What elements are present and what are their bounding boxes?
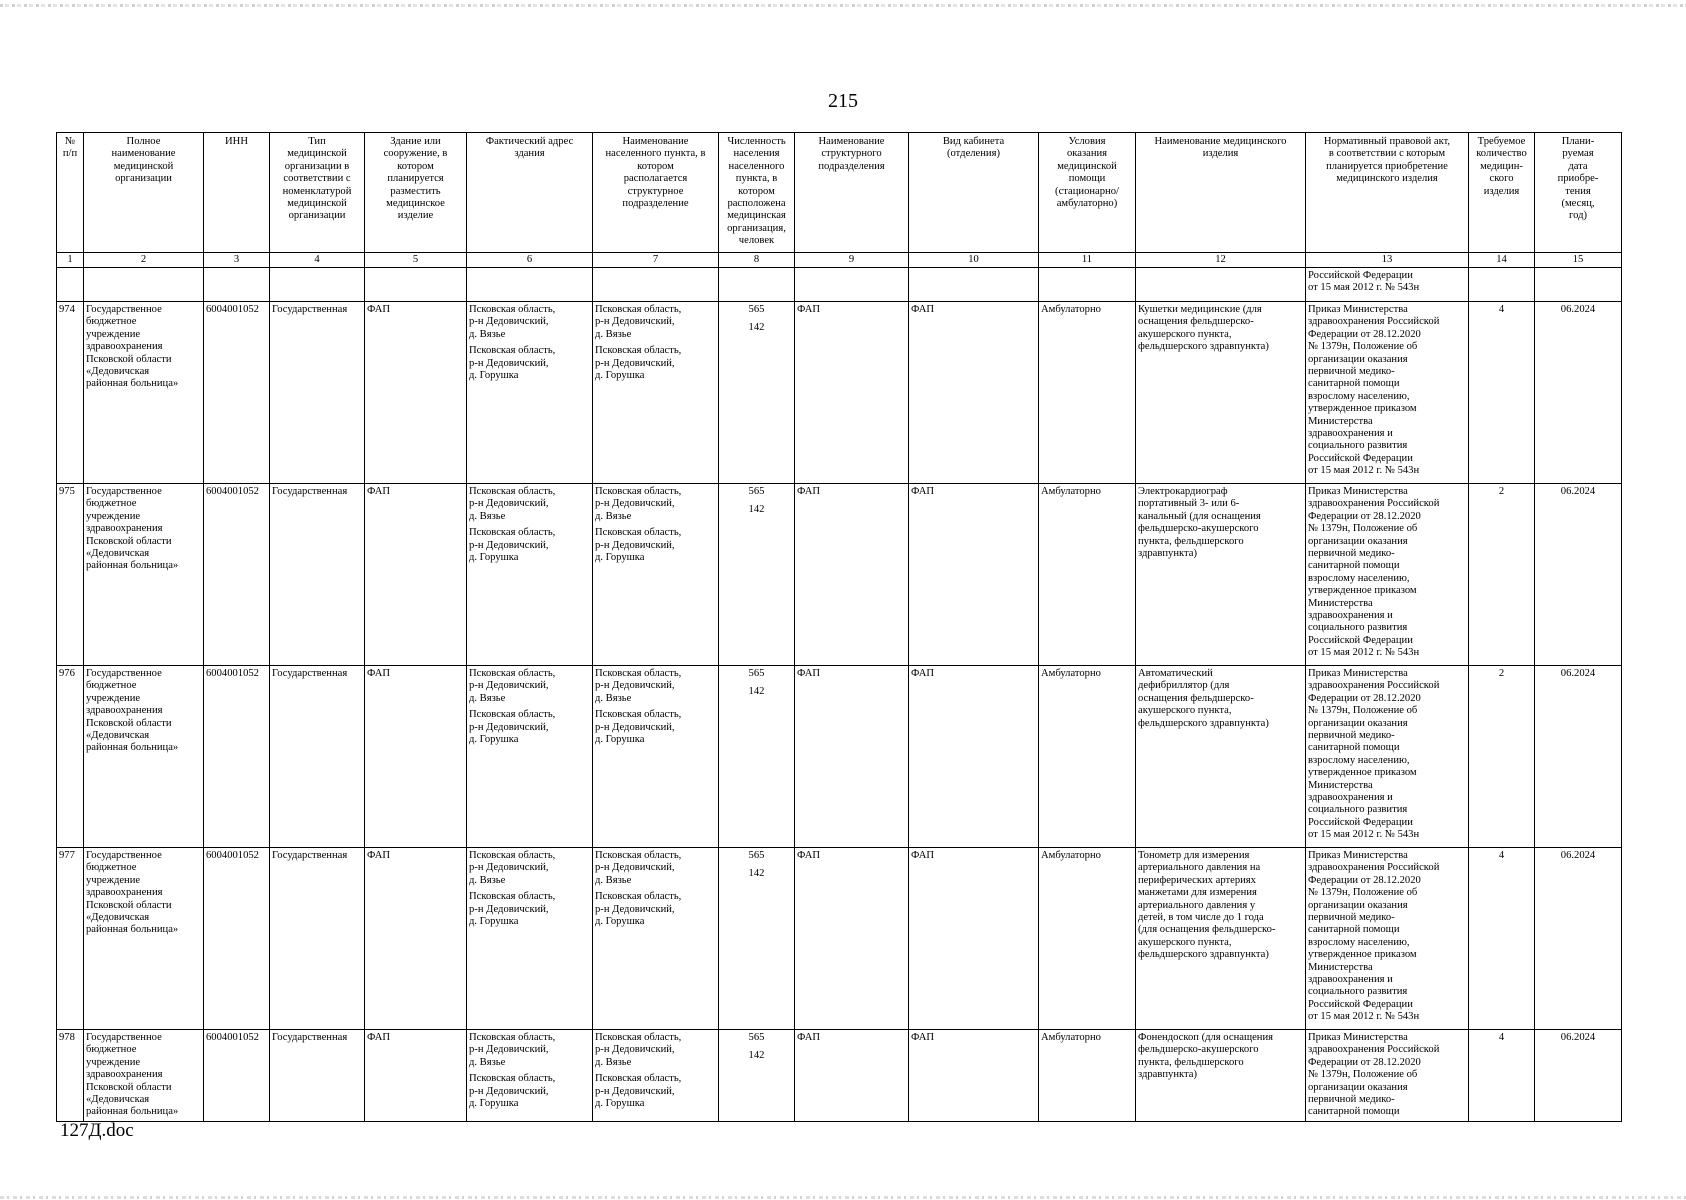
address-2: Псковская область, р-н Дедовичский, д. Горушка [469,345,556,382]
empty-cell [1039,268,1136,302]
row-number: 974 [57,302,84,484]
header-cell: Фактический адрес здания [467,133,593,253]
address-2: Псковская область, р-н Дедовичский, д. Горушка [469,527,556,564]
column-number: 9 [795,253,909,268]
table-row [57,484,1622,666]
cabinet-type: ФАП [909,848,1039,1030]
population-1: 565 [748,486,765,497]
organization-type: Государственная [270,484,365,666]
device-name: Кушетки медицинские (для оснащения фельдшерско- акушерского пункта, фельдшерского здравпункта) [1136,302,1306,484]
legal-act: Приказ Министерства здравоохранения Российской Федерации от 28.12.2020 № 1379н, Положение об организации оказания первичной медико- санитарной помощи взрослому населению, утвержденное приказом Министерства здравоохранения и социального развития Российской Федерации от 15 мая 2012 г. № 543н [1306,848,1469,1030]
organization-type: Государственная [270,1030,365,1122]
building: ФАП [365,484,467,666]
care-conditions: Амбулаторно [1039,484,1136,666]
empty-cell [719,268,795,302]
legal-act: Приказ Министерства здравоохранения Российской Федерации от 28.12.2020 № 1379н, Положение об организации оказания первичной медико- санитарной помощи [1306,1030,1469,1122]
header-cell: Полное наименование медицинской организации [84,133,204,253]
purchase-date: 06.2024 [1535,484,1622,666]
purchase-date: 06.2024 [1535,302,1622,484]
scan-edge-top [0,4,1686,7]
row-number: 978 [57,1030,84,1122]
population-1: 565 [748,668,765,679]
header-row [57,133,1622,253]
locality-2: Псковская область, р-н Дедовичский, д. Горушка [595,709,682,746]
quantity: 2 [1469,666,1535,848]
address-cell [467,302,593,484]
address-1: Псковская область, р-н Дедовичский, д. Вязье [469,304,556,340]
structural-unit: ФАП [795,1030,909,1122]
cabinet-type: ФАП [909,1030,1039,1122]
care-conditions: Амбулаторно [1039,302,1136,484]
population-2: 142 [748,504,765,516]
locality-cell [593,1030,719,1122]
address-2: Псковская область, р-н Дедовичский, д. Горушка [469,891,556,928]
empty-cell [795,268,909,302]
legal-act: Приказ Министерства здравоохранения Российской Федерации от 28.12.2020 № 1379н, Положение об организации оказания первичной медико- санитарной помощи взрослому населению, утвержденное приказом Министерства здравоохранения и социального развития Российской Федерации от 15 мая 2012 г. № 543н [1306,302,1469,484]
legal-act: Приказ Министерства здравоохранения Российской Федерации от 28.12.2020 № 1379н, Положение об организации оказания первичной медико- санитарной помощи взрослому населению, утвержденное приказом Министерства здравоохранения и социального развития Российской Федерации от 15 мая 2012 г. № 543н [1306,666,1469,848]
population-cell [719,1030,795,1122]
column-number: 11 [1039,253,1136,268]
address-cell [467,848,593,1030]
population-2: 142 [748,686,765,698]
empty-cell [1469,268,1535,302]
scan-edge-bottom [0,1196,1686,1199]
header-cell: Тип медицинской организации в соответствии с номенклатурой медицинской организации [270,133,365,253]
locality-1: Псковская область, р-н Дедовичский, д. Вязье [595,1032,682,1068]
device-name: Фонендоскоп (для оснащения фельдшерско-акушерского пункта, фельдшерского здравпункта) [1136,1030,1306,1122]
medical-equipment-table [56,132,1622,1122]
quantity: 2 [1469,484,1535,666]
empty-cell [270,268,365,302]
column-number: 12 [1136,253,1306,268]
inn: 6004001052 [204,484,270,666]
column-number: 3 [204,253,270,268]
table-row [57,666,1622,848]
empty-cell [593,268,719,302]
address-cell [467,484,593,666]
continuation-act-cell: Российской Федерации от 15 мая 2012 г. № 543н [1306,268,1469,302]
organization-name: Государственное бюджетное учреждение здравоохранения Псковской области «Дедовичская районная больница» [84,1030,204,1122]
care-conditions: Амбулаторно [1039,848,1136,1030]
page-number: 215 [828,90,858,112]
header-cell: Условия оказания медицинской помощи (стационарно/ амбулаторно) [1039,133,1136,253]
header-cell: Нормативный правовой акт, в соответствии с которым планируется приобретение медицинского изделия [1306,133,1469,253]
care-conditions: Амбулаторно [1039,666,1136,848]
inn: 6004001052 [204,1030,270,1122]
table-row [57,848,1622,1030]
empty-cell [1136,268,1306,302]
population-1: 565 [748,304,765,315]
address-1: Псковская область, р-н Дедовичский, д. Вязье [469,1032,556,1068]
quantity: 4 [1469,1030,1535,1122]
column-number: 15 [1535,253,1622,268]
column-number: 7 [593,253,719,268]
empty-cell [365,268,467,302]
column-number: 6 [467,253,593,268]
inn: 6004001052 [204,302,270,484]
cabinet-type: ФАП [909,302,1039,484]
empty-cell [204,268,270,302]
column-number: 10 [909,253,1039,268]
locality-1: Псковская область, р-н Дедовичский, д. Вязье [595,668,682,704]
locality-cell [593,484,719,666]
population-cell [719,302,795,484]
organization-name: Государственное бюджетное учреждение здравоохранения Псковской области «Дедовичская районная больница» [84,484,204,666]
building: ФАП [365,1030,467,1122]
organization-name: Государственное бюджетное учреждение здравоохранения Псковской области «Дедовичская районная больница» [84,848,204,1030]
structural-unit: ФАП [795,666,909,848]
device-name: Электрокардиограф портативный 3- или 6- канальный (для оснащения фельдшерско-акушерского пункта, фельдшерского здравпункта) [1136,484,1306,666]
header-cell: Наименование медицинского изделия [1136,133,1306,253]
quantity: 4 [1469,302,1535,484]
locality-1: Псковская область, р-н Дедовичский, д. Вязье [595,486,682,522]
empty-cell [909,268,1039,302]
structural-unit: ФАП [795,302,909,484]
device-name: Автоматический дефибриллятор (для оснащения фельдшерско- акушерского пункта, фельдшерского здравпункта) [1136,666,1306,848]
organization-name: Государственное бюджетное учреждение здравоохранения Псковской области «Дедовичская районная больница» [84,302,204,484]
address-2: Псковская область, р-н Дедовичский, д. Горушка [469,709,556,746]
header-cell: Здание или сооружение, в котором планируется разместить медицинское изделие [365,133,467,253]
empty-cell [84,268,204,302]
population-2: 142 [748,322,765,334]
cabinet-type: ФАП [909,484,1039,666]
organization-name: Государственное бюджетное учреждение здравоохранения Псковской области «Дедовичская районная больница» [84,666,204,848]
table-row [57,1030,1622,1122]
header-cell: Наименование структурного подразделения [795,133,909,253]
address-1: Псковская область, р-н Дедовичский, д. Вязье [469,850,556,886]
column-number: 5 [365,253,467,268]
structural-unit: ФАП [795,848,909,1030]
empty-cell [1535,268,1622,302]
continuation-row [57,268,1622,302]
population-cell [719,484,795,666]
locality-2: Псковская область, р-н Дедовичский, д. Горушка [595,345,682,382]
locality-1: Псковская область, р-н Дедовичский, д. Вязье [595,850,682,886]
purchase-date: 06.2024 [1535,666,1622,848]
address-1: Псковская область, р-н Дедовичский, д. Вязье [469,486,556,522]
header-cell: Наименование населенного пункта, в котором располагается структурное подразделение [593,133,719,253]
header-cell: Вид кабинета (отделения) [909,133,1039,253]
header-cell: Требуемое количество медицин- ского изделия [1469,133,1535,253]
row-number: 976 [57,666,84,848]
locality-cell [593,666,719,848]
locality-cell [593,302,719,484]
purchase-date: 06.2024 [1535,848,1622,1030]
table-row [57,302,1622,484]
population-cell [719,666,795,848]
column-number: 8 [719,253,795,268]
locality-2: Псковская область, р-н Дедовичский, д. Горушка [595,527,682,564]
header-cell: № п/п [57,133,84,253]
legal-act: Приказ Министерства здравоохранения Российской Федерации от 28.12.2020 № 1379н, Положение об организации оказания первичной медико- санитарной помощи взрослому населению, утвержденное приказом Министерства здравоохранения и социального развития Российской Федерации от 15 мая 2012 г. № 543н [1306,484,1469,666]
address-cell [467,1030,593,1122]
column-number: 2 [84,253,204,268]
column-number: 4 [270,253,365,268]
address-2: Псковская область, р-н Дедовичский, д. Горушка [469,1073,556,1110]
building: ФАП [365,666,467,848]
organization-type: Государственная [270,848,365,1030]
address-cell [467,666,593,848]
header-cell: Плани- руемая дата приобре- тения (месяц, год) [1535,133,1622,253]
header-cell: ИНН [204,133,270,253]
locality-cell [593,848,719,1030]
population-1: 565 [748,1032,765,1043]
document-filename: 127Д.doc [60,1120,134,1141]
building: ФАП [365,848,467,1030]
row-number: 975 [57,484,84,666]
building: ФАП [365,302,467,484]
purchase-date: 06.2024 [1535,1030,1622,1122]
organization-type: Государственная [270,666,365,848]
structural-unit: ФАП [795,484,909,666]
empty-cell [57,268,84,302]
locality-2: Псковская область, р-н Дедовичский, д. Горушка [595,1073,682,1110]
population-2: 142 [748,1050,765,1062]
quantity: 4 [1469,848,1535,1030]
device-name: Тонометр для измерения артериального давления на периферических артериях манжетами для измерения артериального давления у детей, в том числе до 1 года (для оснащения фельдшерско- акушерского пункта, фельдшерского здравпункта) [1136,848,1306,1030]
header-cell: Численность населения населенного пункта, в котором расположена медицинская организация, человек [719,133,795,253]
cabinet-type: ФАП [909,666,1039,848]
care-conditions: Амбулаторно [1039,1030,1136,1122]
address-1: Псковская область, р-н Дедовичский, д. Вязье [469,668,556,704]
column-number: 13 [1306,253,1469,268]
inn: 6004001052 [204,848,270,1030]
column-number: 1 [57,253,84,268]
inn: 6004001052 [204,666,270,848]
population-1: 565 [748,850,765,861]
population-2: 142 [748,868,765,880]
locality-1: Псковская область, р-н Дедовичский, д. Вязье [595,304,682,340]
column-number-row [57,253,1622,268]
column-number: 14 [1469,253,1535,268]
empty-cell [467,268,593,302]
locality-2: Псковская область, р-н Дедовичский, д. Горушка [595,891,682,928]
population-cell [719,848,795,1030]
organization-type: Государственная [270,302,365,484]
row-number: 977 [57,848,84,1030]
